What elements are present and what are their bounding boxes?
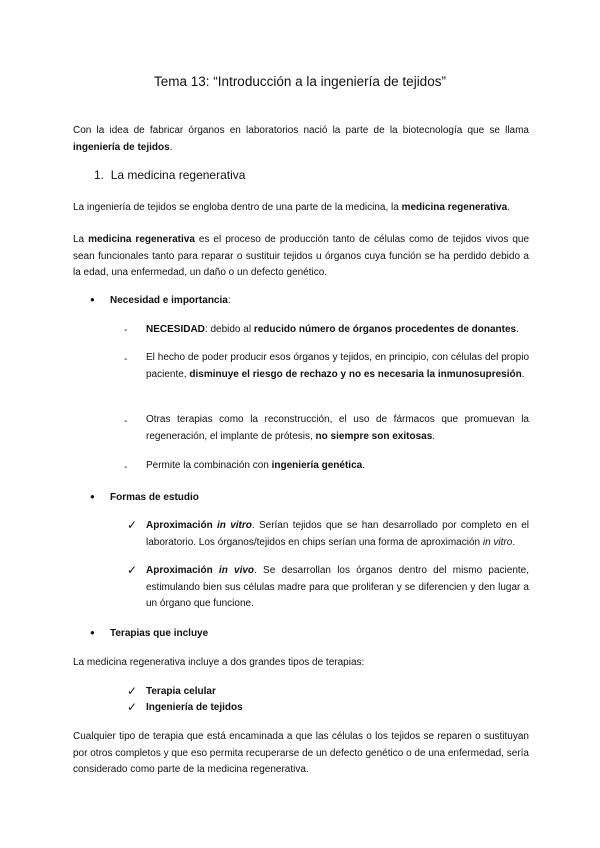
dash-icon: - [124,416,128,427]
section-heading [94,168,245,182]
d3-emph: no siempre son exitosas [315,430,433,442]
page-title: Tema 13: “Introducción a la ingeniería de tejidos” [154,74,446,89]
check-icon: ✓ [127,684,138,698]
bullet-necesidad [90,292,231,309]
dash-icon: - [124,462,128,473]
check-icon: ✓ [127,700,138,714]
d1-term: NECESIDAD [146,324,205,335]
c2-term: Aproximación [146,565,219,576]
p2-text-a: La [73,234,89,245]
d4-period: . [362,460,365,471]
d2-period: . [521,368,525,380]
dash-item-2 [146,350,529,383]
c1-term: Aproximación [146,520,217,531]
c1-text-a: . Serían tejidos que se han desarrollado por completo en el laboratorio. Los órganos/tejidos en chips serían una forma de aproximación [146,520,529,548]
paragraph-4: Cualquier tipo de terapia que está encaminada a que las células o los tejidos se reparen o sustituyan por otros completos y que eso permita recuperarse de un defecto genético o de una enfermedad, sería considerado como parte de la medicina regenerativa. [73,731,529,775]
therapy-item-2: Ingeniería de tejidos [146,702,243,713]
dash-icon: - [124,354,128,365]
section-label: La medicina regenerativa [110,168,246,182]
p1-term: medicina regenerativa [401,202,508,213]
d3-text: Otras terapias como la reconstrucción, el uso de fármacos que promuevan la regeneración, el implante de prótesis, [146,414,529,442]
c1-term-latin: in vitro [217,520,252,531]
dash-icon: - [124,325,128,336]
d2-text: El hecho de poder producir esos órganos y tejidos, en principio, con células del propio paciente, [146,352,529,380]
dash-item-4 [146,458,529,475]
check-icon: ✓ [127,563,138,577]
c2-term-latin: in vivo [218,565,255,576]
bullet-icon: ● [90,628,95,637]
check-icon: ✓ [127,518,138,532]
dash-item-1 [146,322,529,339]
d1-text-a: : debido al [204,324,254,335]
check-item-2 [146,563,529,613]
bullet-icon: ● [90,295,95,304]
d2-emph: disminuye el riesgo de rechazo y no es necesaria la inmunosupresión [189,368,522,380]
section-number: 1. [94,168,105,182]
d1-period: . [516,324,519,335]
check-item-1 [146,518,529,551]
paragraph-1 [73,200,529,217]
intro-text: Con la idea de fabricar órganos en laboratorios nació la parte de la biotecnología que se llama [73,125,529,136]
c2-text: . Se desarrollan los órganos dentro del mismo paciente, estimulando bien sus células madre para que proliferan y se diferencien y den lugar a un órgano que funcione. [146,565,529,609]
d4-emph: ingeniería genética [271,460,363,471]
d4-text: Permite la combinación con [146,460,272,471]
p1-period: . [507,202,510,213]
intro-paragraph [73,123,529,156]
bullet-icon: ● [90,492,95,501]
bullet-label: Formas de estudio [110,492,199,503]
dash-item-3 [146,412,529,445]
bullet-label: Terapias que incluye [110,628,209,639]
d3-period: . [432,430,436,442]
bullet-formas [90,489,199,506]
bullet-label: Necesidad e importancia [110,295,228,306]
paragraph-3: La medicina regenerativa incluye a dos grandes tipos de terapias: [73,657,365,668]
d1-emph: reducido número de órganos procedentes de donantes [253,324,517,335]
intro-term: ingeniería de tejidos [73,141,170,153]
c1-period: . [512,536,516,548]
paragraph-2 [73,232,529,282]
intro-period: . [169,141,173,153]
p2-term: medicina regenerativa [88,234,195,245]
bullet-colon: : [227,295,231,306]
p1-text: La ingeniería de tejidos se engloba dentro de una parte de la medicina, la [73,202,402,213]
p2-text-b: es el proceso de producción tanto de células como de tejidos vivos que sean funcionales tanto para reparar o sustituir tejidos u órganos cuya función se ha perdido debido a la edad, una enfermedad, un daño o un defecto genético. [73,234,530,278]
therapy-item-1: Terapia celular [146,686,216,697]
bullet-terapias [90,625,208,642]
c1-latin: in vitro [482,536,513,548]
